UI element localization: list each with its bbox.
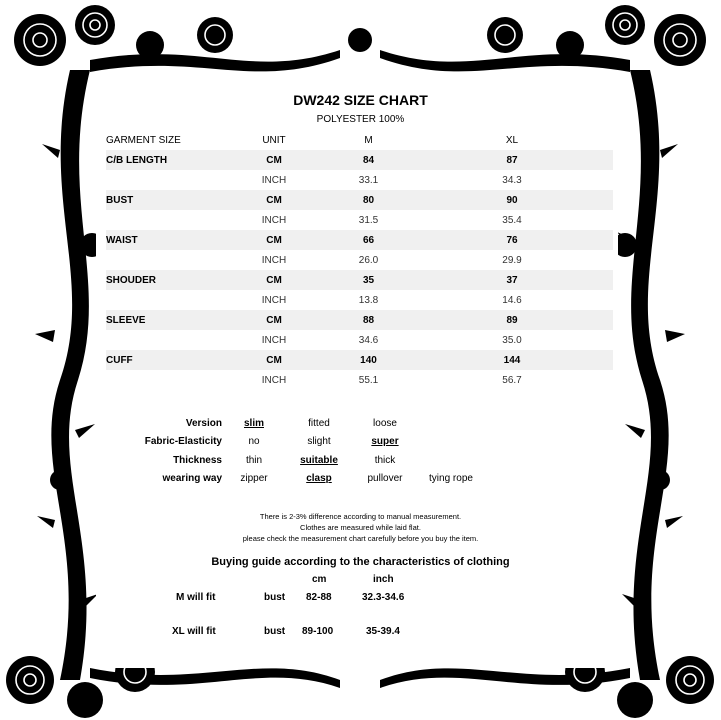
version-option-fitted: fitted <box>308 418 330 429</box>
version-option-loose: loose <box>373 418 397 429</box>
value-xl: 34.3 <box>502 174 522 186</box>
unit-cell: INCH <box>261 294 287 306</box>
wearing-option-pullover: pullover <box>367 473 403 484</box>
unit-cell: CM <box>242 310 306 330</box>
rose-icon <box>556 31 584 59</box>
rose-icon <box>14 14 66 66</box>
thickness-option-thick: thick <box>374 455 396 466</box>
unit-cell: INCH <box>261 334 287 346</box>
table-row <box>106 270 613 290</box>
table-row <box>106 370 613 390</box>
value-m: 88 <box>306 310 431 330</box>
elasticity-option-no: no <box>248 436 260 447</box>
value-m: 55.1 <box>358 374 379 386</box>
unit-cell: INCH <box>261 374 287 386</box>
elasticity-label: Fabric-Elasticity <box>144 436 222 447</box>
rose-icon <box>197 17 233 53</box>
table-header-row <box>106 130 613 150</box>
unit-cell: INCH <box>261 254 287 266</box>
header-unit: UNIT <box>262 134 286 146</box>
unit-cell: CM <box>242 190 306 210</box>
value-m: 84 <box>306 150 431 170</box>
guide-part: bust <box>264 626 286 637</box>
rose-icon <box>6 656 54 704</box>
value-m: 80 <box>306 190 431 210</box>
table-row <box>106 210 613 230</box>
value-m: 35 <box>306 270 431 290</box>
thickness-label: Thickness <box>173 455 222 466</box>
unit-cell: CM <box>242 150 306 170</box>
value-xl: 76 <box>431 230 613 250</box>
thickness-option-suitable: suitable <box>300 455 338 466</box>
value-m: 26.0 <box>358 254 379 266</box>
value-m: 66 <box>306 230 431 250</box>
table-row <box>106 150 613 170</box>
left-vine-icon <box>51 70 90 680</box>
wearing-option-clasp: clasp <box>306 473 332 484</box>
table-row <box>106 350 613 370</box>
guide-part: bust <box>264 592 286 603</box>
unit-cell: INCH <box>261 214 287 226</box>
table-row <box>106 230 613 250</box>
value-xl: 14.6 <box>502 294 522 306</box>
table-row <box>106 250 613 270</box>
value-xl: 35.0 <box>502 334 522 346</box>
thickness-option-thin: thin <box>245 455 263 466</box>
table-row <box>106 170 613 190</box>
value-xl: 56.7 <box>502 374 522 386</box>
rose-icon <box>67 682 103 718</box>
value-m: 13.8 <box>358 294 379 306</box>
elasticity-option-super: super <box>371 436 399 447</box>
rose-icon <box>75 5 115 45</box>
rose-icon <box>136 31 164 59</box>
guide-size-xl: XL will fit <box>172 626 216 637</box>
rose-icon <box>654 14 706 66</box>
value-xl: 89 <box>431 310 613 330</box>
guide-inch-value: 32.3-34.6 <box>362 592 405 603</box>
rose-icon <box>666 656 714 704</box>
guide-size-m: M will fit <box>176 592 216 603</box>
unit-cell: CM <box>242 230 306 250</box>
value-m: 34.6 <box>358 334 379 346</box>
rose-icon <box>605 5 645 45</box>
header-garment-size: GARMENT SIZE <box>106 134 181 146</box>
unit-cell: INCH <box>261 174 287 186</box>
guide-cm-value: 82-88 <box>306 592 332 603</box>
value-m: 140 <box>306 350 431 370</box>
value-xl: 37 <box>431 270 613 290</box>
wearing-option-tying-rope: tying rope <box>429 473 473 484</box>
unit-cell: CM <box>242 270 306 290</box>
measurement-name: SHOUDER <box>106 270 242 290</box>
rose-icon <box>650 470 670 490</box>
value-xl: 29.9 <box>502 254 522 266</box>
guide-cm-value: 89-100 <box>302 626 334 637</box>
measurement-name: C/B LENGTH <box>106 150 242 170</box>
note-check-chart: please check the measurement chart carefully before you buy the item. <box>242 534 479 543</box>
table-row <box>106 310 613 330</box>
right-vine-icon <box>630 70 669 680</box>
table-row <box>106 190 613 210</box>
header-size-m: M <box>364 134 373 146</box>
measurement-name: WAIST <box>106 230 242 250</box>
version-option-slim: slim <box>243 418 264 429</box>
elasticity-option-slight: slight <box>307 436 331 447</box>
wearing-option-zipper: zipper <box>240 473 268 484</box>
rose-icon <box>348 28 372 52</box>
buying-guide-title: Buying guide according to the characteristics of clothing <box>211 556 510 568</box>
material-label: POLYESTER 100% <box>316 114 405 125</box>
size-chart-title: DW242 SIZE CHART <box>293 92 428 108</box>
value-xl: 144 <box>431 350 613 370</box>
value-m: 33.1 <box>358 174 379 186</box>
value-m: 31.5 <box>358 214 379 226</box>
value-xl: 35.4 <box>502 214 522 226</box>
table-row <box>106 330 613 350</box>
table-row <box>106 290 613 310</box>
header-size-xl: XL <box>505 134 519 146</box>
value-xl: 90 <box>431 190 613 210</box>
size-table <box>106 130 613 390</box>
measurement-name: CUFF <box>106 350 242 370</box>
value-xl: 87 <box>431 150 613 170</box>
wearing-way-label: wearing way <box>162 473 222 484</box>
note-difference: There is 2-3% difference according to manual measurement. <box>259 512 462 521</box>
measurement-name: SLEEVE <box>106 310 242 330</box>
guide-unit-cm: cm <box>312 574 327 585</box>
guide-unit-inch: inch <box>373 574 394 585</box>
rose-icon <box>617 682 653 718</box>
unit-cell: CM <box>242 350 306 370</box>
rose-icon <box>487 17 523 53</box>
measurement-name: BUST <box>106 190 242 210</box>
version-label: Version <box>185 418 222 429</box>
note-laid-flat: Clothes are measured while laid flat. <box>300 523 421 532</box>
rose-icon <box>50 470 70 490</box>
guide-inch-value: 35-39.4 <box>366 626 400 637</box>
